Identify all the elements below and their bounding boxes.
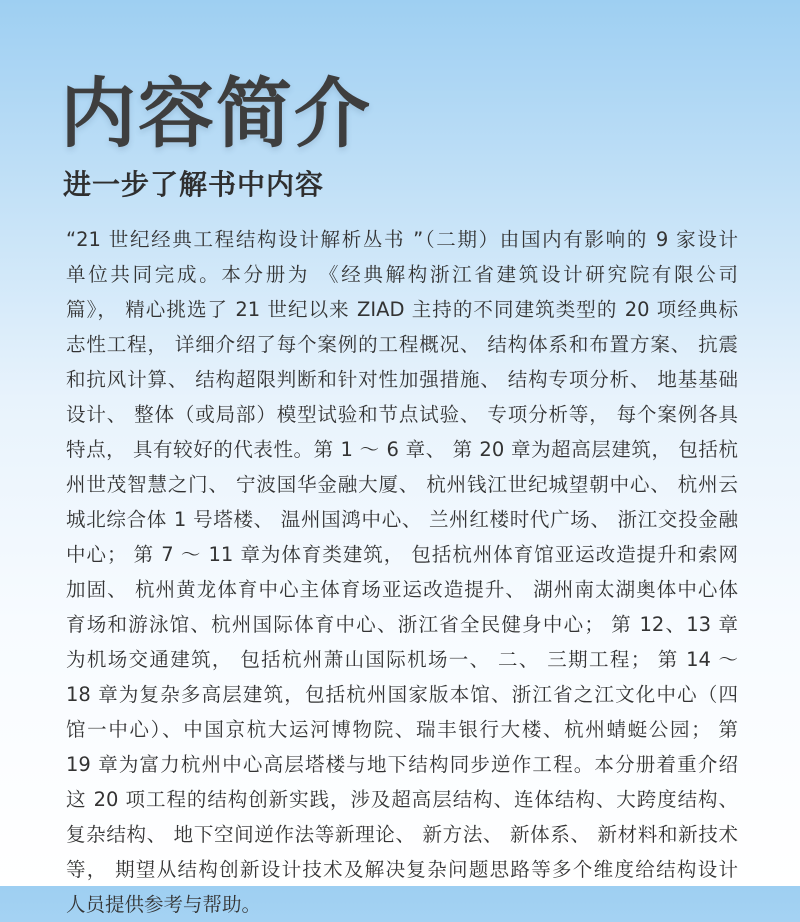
intro-line: 19 章为富力杭州中心高层塔楼与地下结构同步逆作工程。本分册着重介绍	[66, 753, 738, 776]
page-subtitle: 进一步了解书中内容	[63, 168, 325, 201]
intro-line: 城北综合体 1 号塔楼、 温州国鸿中心、 兰州红楼时代广场、 浙江交投金融	[66, 508, 738, 531]
intro-line: 中心； 第 7 ～ 11 章为体育类建筑， 包括杭州体育馆亚运改造提升和索网	[66, 543, 738, 566]
intro-line: 设计、 整体（或局部）模型试验和节点试验、 专项分析等， 每个案例各具	[66, 403, 738, 426]
intro-paragraph	[66, 222, 738, 922]
intro-line: 为机场交通建筑， 包括杭州萧山国际机场一、 二、 三期工程； 第 14 ～	[66, 648, 738, 671]
intro-line: 和抗风计算、 结构超限判断和针对性加强措施、 结构专项分析、 地基基础	[66, 368, 738, 391]
intro-line: 人员提供参考与帮助。	[66, 893, 262, 916]
intro-line: 这 20 项工程的结构创新实践，涉及超高层结构、连体结构、大跨度结构、	[66, 788, 738, 811]
intro-line: 单位共同完成。本分册为 《经典解构浙江省建筑设计研究院有限公司	[66, 263, 738, 286]
intro-line: 特点， 具有较好的代表性。第 1 ～ 6 章、 第 20 章为超高层建筑， 包括杭	[66, 438, 738, 461]
intro-line: 篇》， 精心挑选了 21 世纪以来 ZIAD 主持的不同建筑类型的 20 项经典标	[66, 298, 738, 321]
intro-line: 州世茂智慧之门、 宁波国华金融大厦、 杭州钱江世纪城望朝中心、 杭州云	[66, 473, 738, 496]
page-title: 内容简介	[60, 69, 372, 158]
intro-line: “21 世纪经典工程结构设计解析丛书 ”（二期）由国内有影响的 9 家设计	[66, 228, 738, 251]
intro-line: 馆一中心）、中国京杭大运河博物院、瑞丰银行大楼、杭州蜻蜓公园； 第	[66, 718, 738, 741]
intro-line: 加固、 杭州黄龙体育中心主体育场亚运改造提升、 湖州南太湖奥体中心体	[66, 578, 738, 601]
intro-line: 志性工程， 详细介绍了每个案例的工程概况、 结构体系和布置方案、 抗震	[66, 333, 738, 356]
intro-line: 等， 期望从结构创新设计技术及解决复杂问题思路等多个维度给结构设计	[66, 858, 738, 881]
intro-line: 复杂结构、 地下空间逆作法等新理论、 新方法、 新体系、 新材料和新技术	[66, 823, 738, 846]
intro-line: 18 章为复杂多高层建筑，包括杭州国家版本馆、浙江省之江文化中心（四	[66, 683, 738, 706]
intro-line: 育场和游泳馆、杭州国际体育中心、浙江省全民健身中心； 第 12、13 章	[66, 613, 738, 636]
